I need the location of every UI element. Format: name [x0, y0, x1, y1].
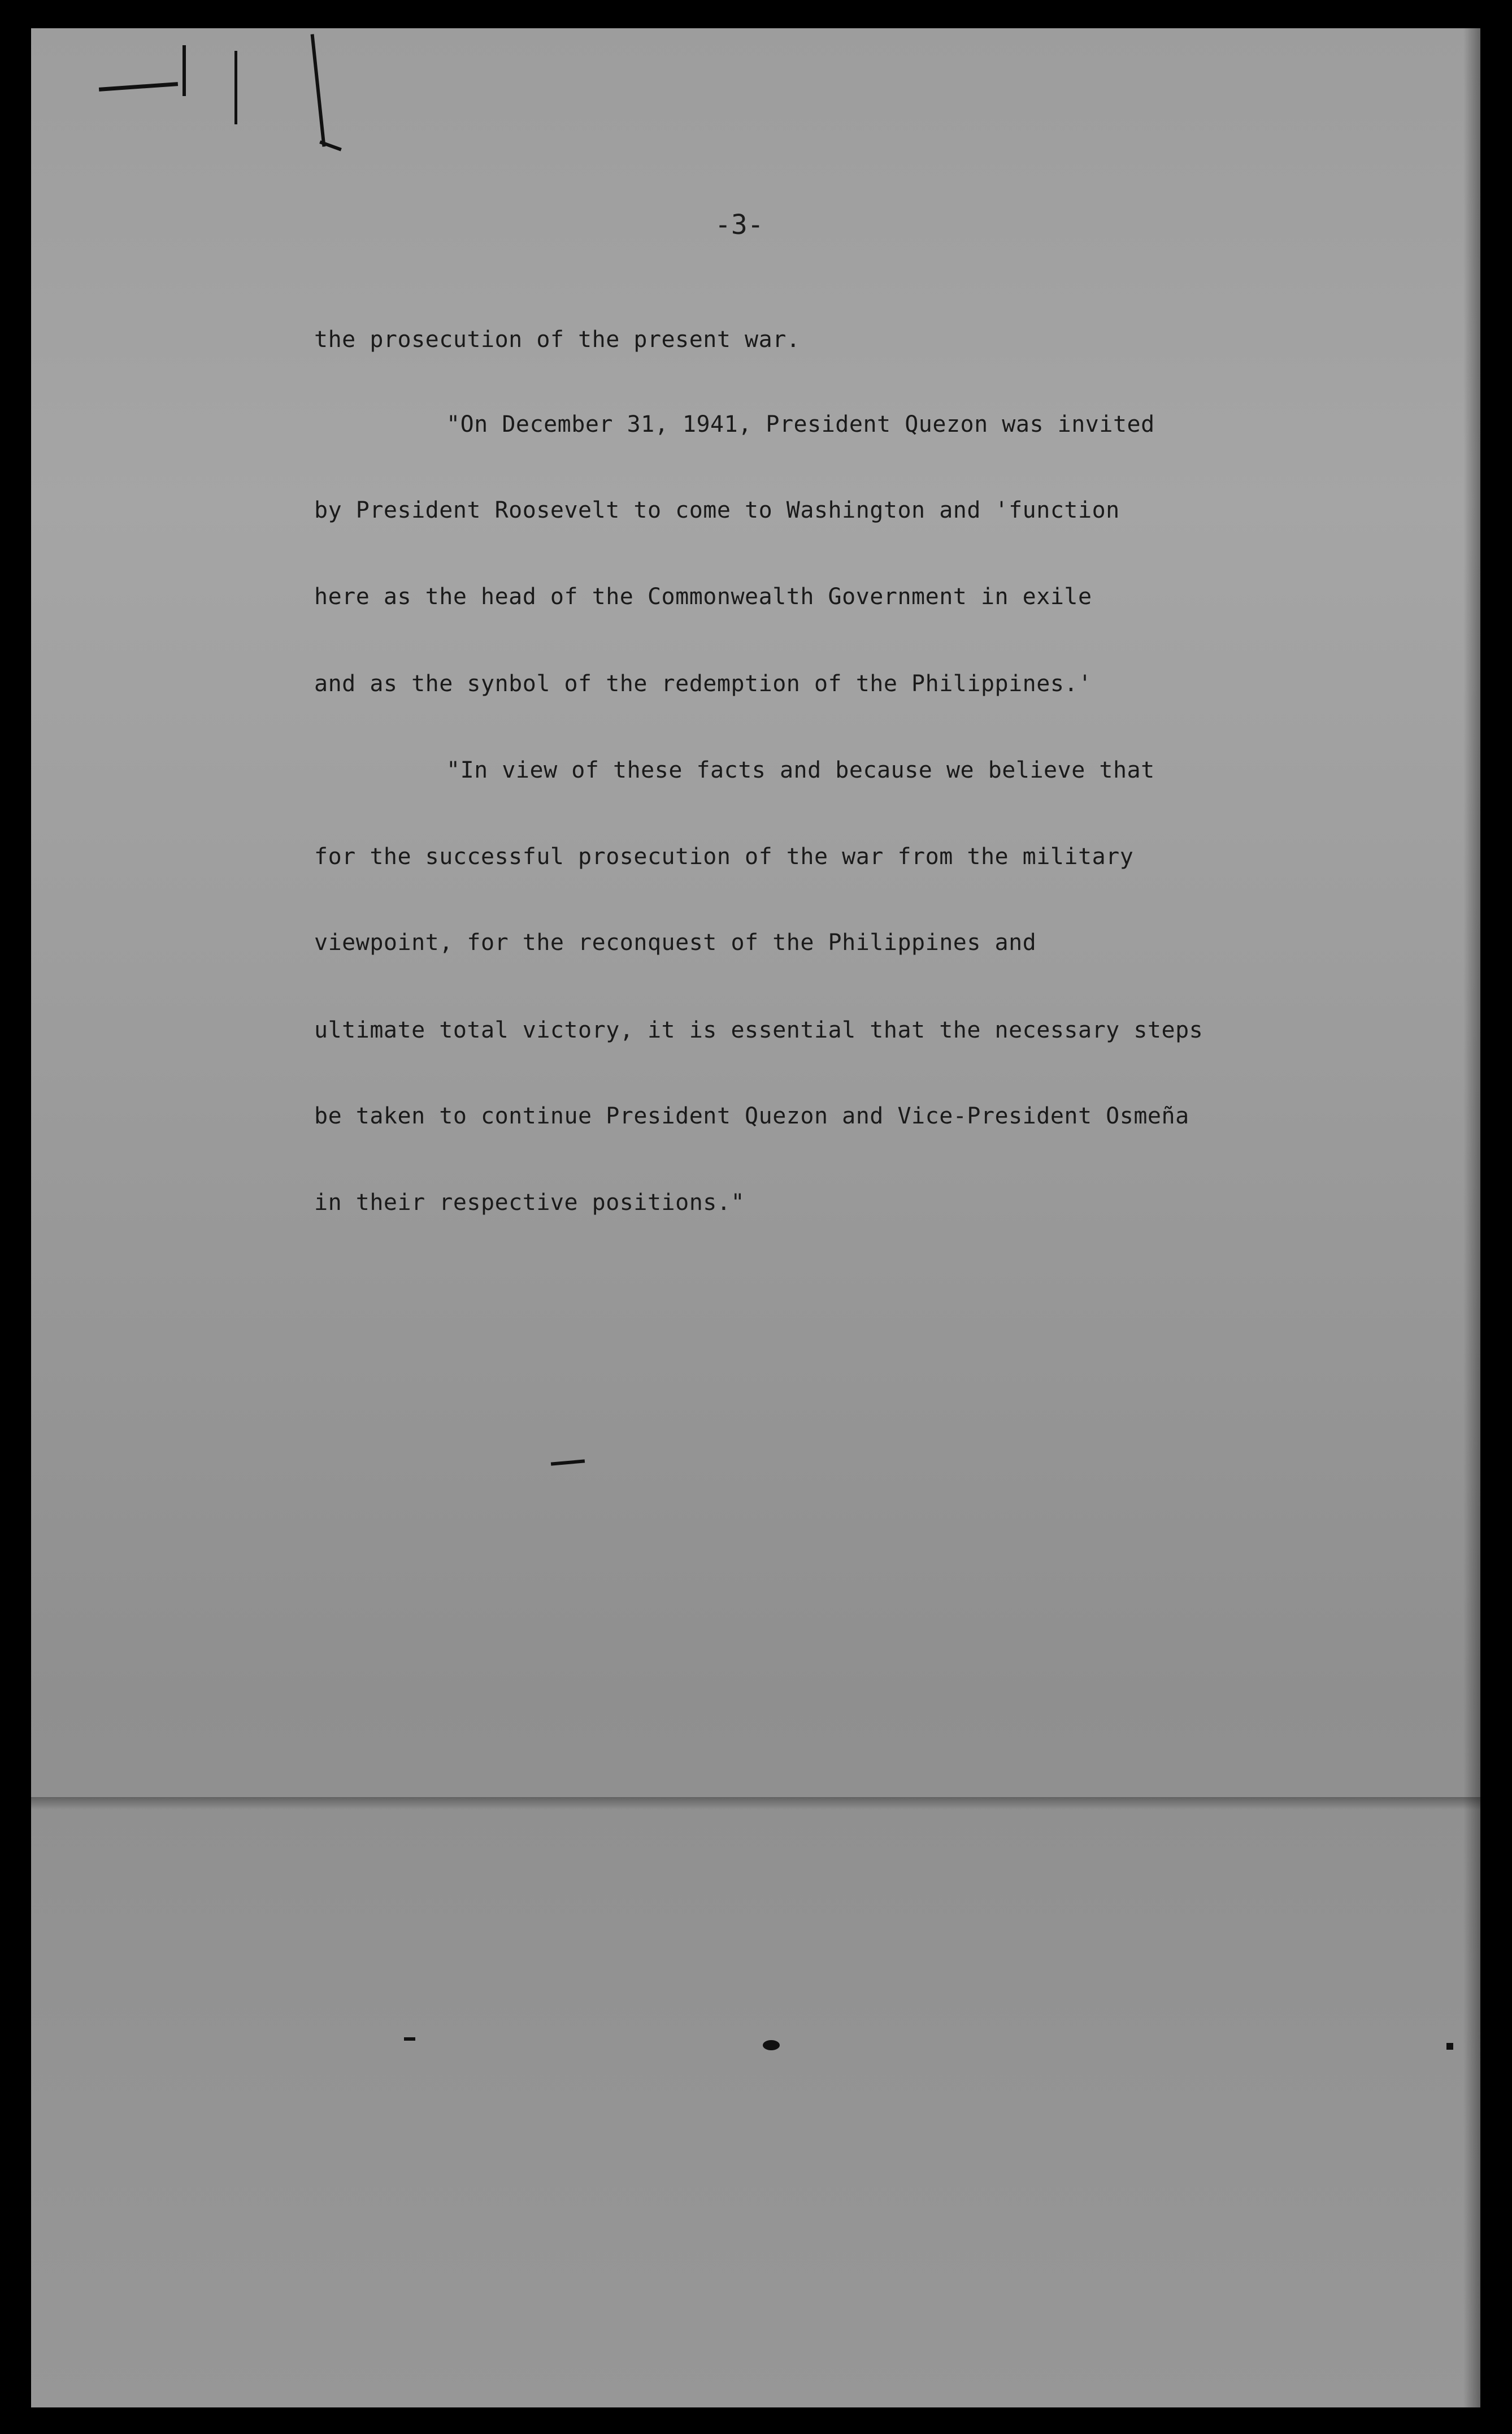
text-line: the prosecution of the present war.	[314, 327, 801, 353]
ink-mark	[763, 2040, 780, 2050]
document-page	[31, 28, 1480, 2407]
paper-fold	[31, 1797, 1480, 1810]
text-line: be taken to continue President Quezon and Vice-President Osmeña	[314, 1103, 1189, 1129]
text-line: "In view of these facts and because we believe that	[446, 757, 1155, 783]
text-line: by President Roosevelt to come to Washington and 'function	[314, 497, 1120, 523]
text-line: for the successful prosecution of the war from the military	[314, 844, 1134, 870]
ink-mark	[404, 2037, 415, 2041]
ink-mark	[99, 82, 178, 92]
ink-mark	[234, 51, 237, 124]
text-line: here as the head of the Commonwealth Government in exile	[314, 584, 1092, 610]
text-line: ultimate total victory, it is essential that the necessary steps	[314, 1017, 1203, 1043]
ink-mark	[311, 34, 326, 147]
ink-mark	[551, 1459, 585, 1465]
page-number: -3-	[715, 209, 764, 241]
text-line: viewpoint, for the reconquest of the Philippines and	[314, 930, 1037, 956]
page-edge-shadow	[1463, 28, 1480, 2407]
ink-mark	[1446, 2043, 1453, 2050]
ink-mark	[183, 45, 186, 96]
text-line: and as the synbol of the redemption of the Philippines.'	[314, 671, 1092, 697]
text-line: in their respective positions."	[314, 1190, 745, 1216]
text-line: "On December 31, 1941, President Quezon was invited	[446, 411, 1155, 437]
